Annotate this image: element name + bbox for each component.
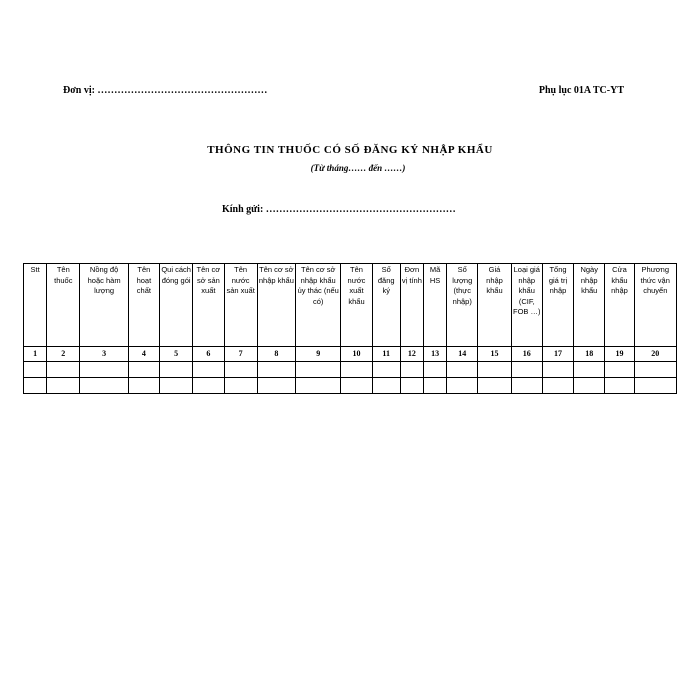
empty-cell	[193, 378, 224, 394]
column-number: 4	[128, 347, 159, 362]
column-number: 17	[542, 347, 573, 362]
column-header: Tên cơ sở nhập khẩu	[257, 264, 295, 347]
period-subtitle: (Từ tháng…… đến ……)	[310, 163, 406, 173]
column-header: Qui cách đóng gói	[160, 264, 193, 347]
empty-cell	[372, 362, 400, 378]
empty-cell	[160, 362, 193, 378]
column-number: 10	[341, 347, 372, 362]
column-header: Tên cơ sở nhập khẩu ủy thác (nếu có)	[296, 264, 341, 347]
column-header: Phương thức vận chuyển	[634, 264, 676, 347]
column-header: Loại giá nhập khẩu (CIF, FOB …)	[511, 264, 542, 347]
column-header: Tên cơ sở sản xuất	[193, 264, 224, 347]
empty-cell	[634, 378, 676, 394]
column-number: 5	[160, 347, 193, 362]
column-number: 14	[447, 347, 478, 362]
empty-cell	[400, 362, 423, 378]
empty-cell	[160, 378, 193, 394]
column-number: 16	[511, 347, 542, 362]
empty-cell	[605, 378, 634, 394]
column-header: Đơn vị tính	[400, 264, 423, 347]
empty-cell	[296, 378, 341, 394]
empty-cell	[341, 362, 372, 378]
column-header: Tên thuốc	[47, 264, 80, 347]
empty-cell	[400, 378, 423, 394]
column-number: 2	[47, 347, 80, 362]
column-number: 19	[605, 347, 634, 362]
column-header: Tên hoạt chất	[128, 264, 159, 347]
column-number: 13	[423, 347, 446, 362]
empty-cell	[372, 378, 400, 394]
empty-cell	[447, 362, 478, 378]
column-number: 11	[372, 347, 400, 362]
empty-cell	[574, 362, 605, 378]
empty-cell	[296, 362, 341, 378]
column-number-row	[24, 347, 677, 362]
empty-cell	[511, 362, 542, 378]
table-row	[24, 362, 677, 378]
empty-cell	[224, 362, 257, 378]
appendix-label: Phụ lục 01A TC-YT	[538, 85, 624, 96]
empty-cell	[478, 362, 511, 378]
empty-cell	[634, 362, 676, 378]
empty-cell	[47, 362, 80, 378]
empty-cell	[80, 362, 128, 378]
column-number: 1	[24, 347, 47, 362]
empty-cell	[341, 378, 372, 394]
empty-cell	[257, 378, 295, 394]
column-header: Tên nước xuất khẩu	[341, 264, 372, 347]
column-header: Số đăng ký	[372, 264, 400, 347]
empty-cell	[80, 378, 128, 394]
column-number: 12	[400, 347, 423, 362]
column-number: 3	[80, 347, 128, 362]
column-number: 6	[193, 347, 224, 362]
table-row	[24, 378, 677, 394]
empty-cell	[423, 378, 446, 394]
empty-cell	[128, 362, 159, 378]
empty-cell	[447, 378, 478, 394]
empty-cell	[24, 362, 47, 378]
unit-line: Đơn vị: ……………………………………………	[63, 85, 268, 96]
empty-cell	[478, 378, 511, 394]
empty-cell	[511, 378, 542, 394]
empty-cell	[193, 362, 224, 378]
empty-cell	[224, 378, 257, 394]
document-title: THÔNG TIN THUỐC CÓ SỐ ĐĂNG KÝ NHẬP KHẨU	[207, 144, 493, 156]
column-number: 7	[224, 347, 257, 362]
empty-cell	[257, 362, 295, 378]
import-info-table	[23, 263, 677, 394]
empty-cell	[128, 378, 159, 394]
empty-cell	[47, 378, 80, 394]
column-header: Giá nhập khẩu	[478, 264, 511, 347]
column-number: 9	[296, 347, 341, 362]
column-header: Mã HS	[423, 264, 446, 347]
column-header: Stt	[24, 264, 47, 347]
empty-cell	[542, 362, 573, 378]
column-number: 8	[257, 347, 295, 362]
column-number: 20	[634, 347, 676, 362]
empty-cell	[605, 362, 634, 378]
column-number: 15	[478, 347, 511, 362]
column-header: Ngày nhập khẩu	[574, 264, 605, 347]
column-header: Nồng độ hoặc hàm lượng	[80, 264, 128, 347]
table-header-row	[24, 264, 677, 347]
column-header: Cửa khẩu nhập	[605, 264, 634, 347]
column-header: Tên nước sản xuất	[224, 264, 257, 347]
empty-cell	[542, 378, 573, 394]
empty-cell	[24, 378, 47, 394]
column-header: Tổng giá trị nhập	[542, 264, 573, 347]
recipient-line: Kính gửi: …………………………………………………	[222, 204, 456, 215]
empty-cell	[574, 378, 605, 394]
column-number: 18	[574, 347, 605, 362]
empty-cell	[423, 362, 446, 378]
column-header: Số lượng (thực nhập)	[447, 264, 478, 347]
